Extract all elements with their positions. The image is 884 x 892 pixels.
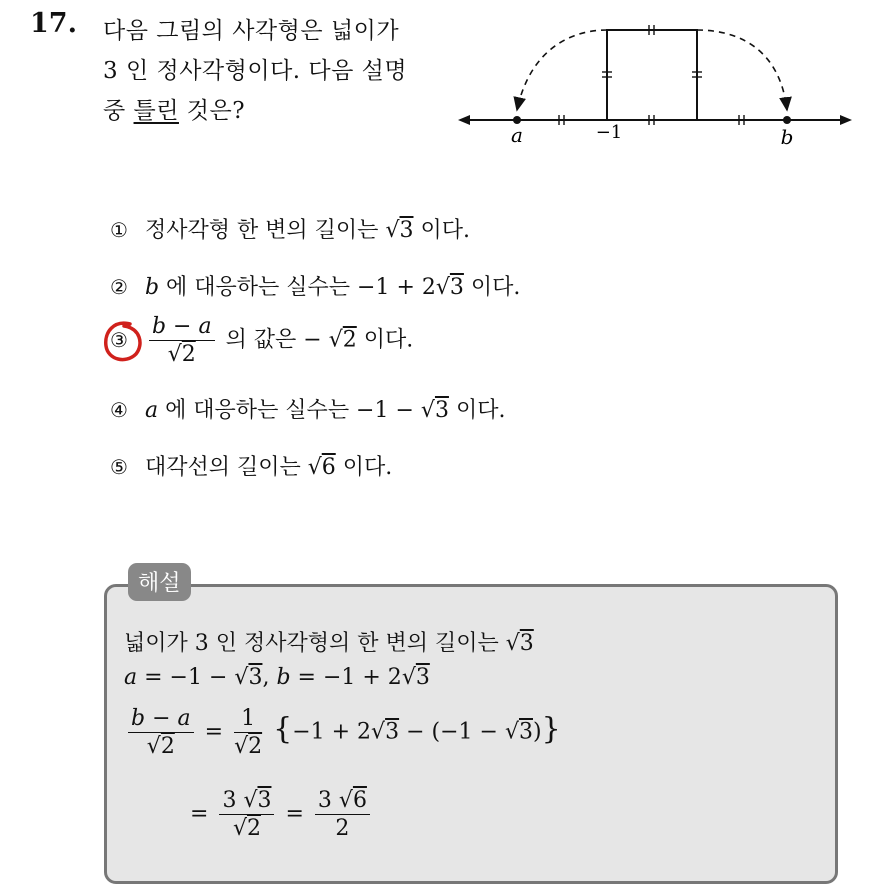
label-b: b xyxy=(780,125,794,149)
explanation-badge: 해설 xyxy=(128,563,191,601)
dashed-arcs xyxy=(517,30,787,110)
label-a: a xyxy=(511,123,523,147)
right-arrow-icon xyxy=(840,115,852,125)
explanation-line-4: = $\frac{3 √3}{√2}$ = $\frac{3 √6}{2}$ xyxy=(190,788,374,841)
fraction: $\frac{b - a}{√2}$ xyxy=(128,706,194,759)
sqrt-expression: √3 xyxy=(385,218,414,243)
number-line-figure xyxy=(450,10,860,150)
square xyxy=(607,30,697,120)
choice-5[interactable]: ⑤ 대각선의 길이는 √6 이다. xyxy=(110,455,393,480)
label-minus-one: −1 xyxy=(595,122,623,143)
choice-2[interactable]: ② b 에 대응하는 실수는 −1 + 2√3 이다. xyxy=(110,275,521,300)
choice-number: ③ xyxy=(110,327,128,352)
fraction: $\frac{3 √6}{2}$ xyxy=(315,788,370,841)
question-number: 17. xyxy=(30,8,77,39)
explanation-line-1: 넓이가 3 인 정사각형의 한 변의 길이는 √3 xyxy=(124,631,534,656)
choice-number: ① xyxy=(110,218,128,242)
sqrt-expression: √3 xyxy=(420,398,449,423)
fraction: $\frac{3 √3}{√2}$ xyxy=(219,788,274,841)
sqrt-expression: √3 xyxy=(435,275,464,300)
point-b xyxy=(783,116,791,124)
underlined-word: 틀린 xyxy=(133,98,179,124)
left-arrow-icon xyxy=(458,115,470,125)
choice-3[interactable]: ③ $\frac{b - a}{√2}$ 의 값은 − √2 이다. xyxy=(110,314,414,367)
choice-number: ④ xyxy=(110,398,128,422)
choice-1[interactable]: ① 정사각형 한 변의 길이는 √3 이다. xyxy=(110,218,470,243)
choice-number: ② xyxy=(110,275,128,299)
fraction: $\frac{b - a}{√2}$ xyxy=(149,314,215,367)
sqrt-expression: √6 xyxy=(307,455,336,480)
choice-number: ⑤ xyxy=(110,455,128,479)
choice-4[interactable]: ④ a 에 대응하는 실수는 −1 − √3 이다. xyxy=(110,398,506,423)
fraction: $\frac{1}{√2}$ xyxy=(234,706,263,759)
question-line-2: 3 인 정사각형이다. 다음 설명 xyxy=(103,58,408,84)
explanation-line-2: a = −1 − √3, b = −1 + 2√3 xyxy=(124,665,430,690)
question-line-1: 다음 그림의 사각형은 넓이가 xyxy=(103,18,400,44)
explanation-line-3: $\frac{b - a}{√2}$ = $\frac{1}{√2}$ {−1 + 2√3 − (−1 − √3)} xyxy=(124,706,561,759)
question-line-3: 중 틀린 것은? xyxy=(103,98,246,124)
tick-marks xyxy=(559,25,744,125)
sqrt-expression: √2 xyxy=(328,327,357,353)
